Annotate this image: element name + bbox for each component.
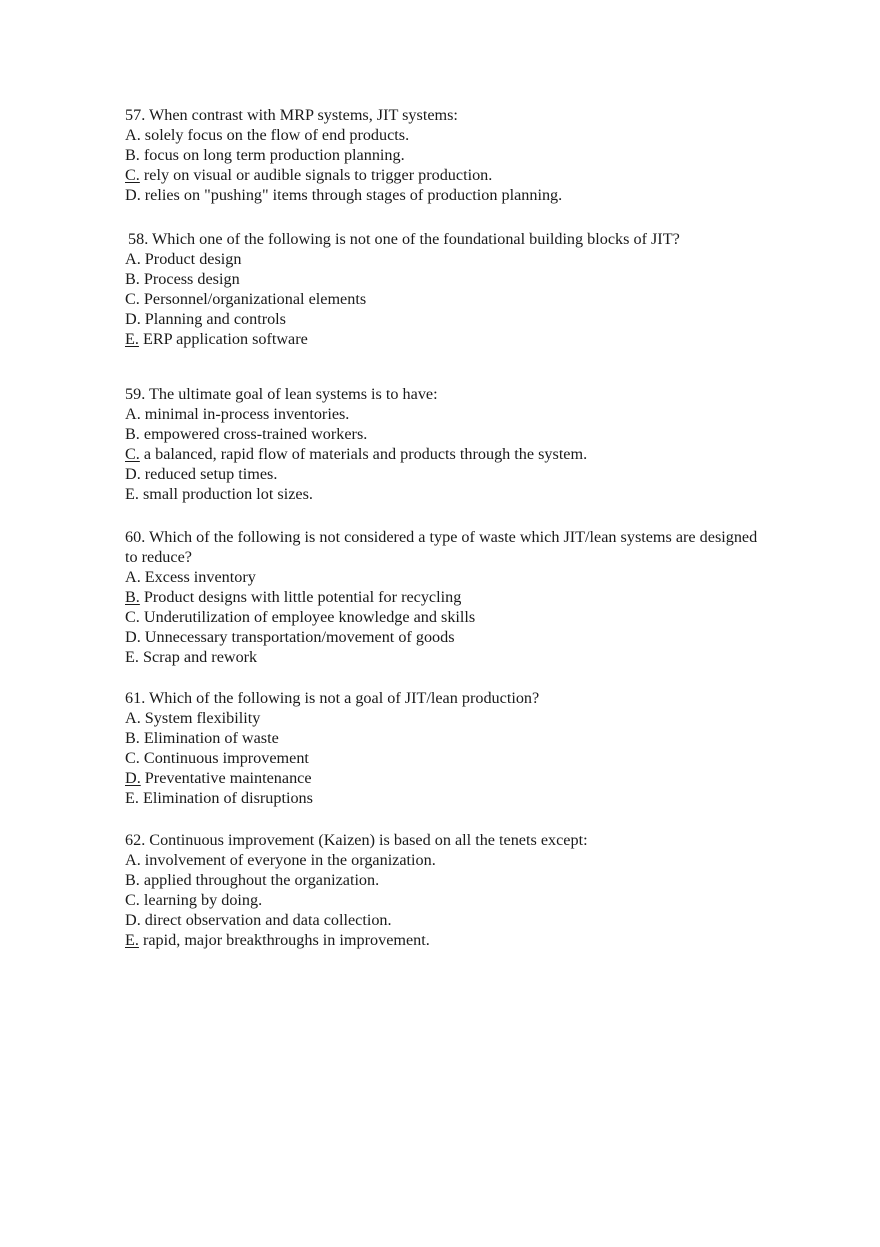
answer-option	[125, 125, 765, 145]
option-text: focus on long term production planning.	[143, 146, 405, 164]
option-letter: A.	[125, 126, 141, 144]
option-letter: B.	[125, 146, 140, 164]
answer-option	[125, 890, 765, 910]
question-stem: 57. When contrast with MRP systems, JIT systems:	[125, 106, 458, 124]
option-letter: E.	[125, 485, 139, 503]
option-letter-underlined: B.	[125, 588, 140, 606]
option-text: applied throughout the organization.	[143, 871, 380, 889]
option-letter: C.	[125, 891, 140, 909]
answer-option	[125, 309, 765, 329]
option-text: Continuous improvement	[143, 749, 309, 767]
answer-option	[125, 910, 765, 930]
option-text: relies on "pushing" items through stages of production planning.	[144, 186, 563, 204]
answer-option	[125, 269, 765, 289]
option-letter-underlined: D.	[125, 769, 141, 787]
option-text: direct observation and data collection.	[144, 911, 392, 929]
answer-option	[125, 464, 765, 484]
option-text: Planning and controls	[144, 310, 286, 328]
option-letter: A.	[125, 709, 141, 727]
option-text: Personnel/organizational elements	[143, 290, 367, 308]
question-61	[125, 688, 765, 808]
answer-option	[125, 748, 765, 768]
answer-option	[125, 708, 765, 728]
option-text: System flexibility	[144, 709, 261, 727]
answer-option	[125, 249, 765, 269]
option-text: ERP application software	[142, 330, 308, 348]
option-text: Scrap and rework	[142, 648, 258, 666]
answer-option	[125, 607, 765, 627]
option-text: rapid, major breakthroughs in improvement.	[142, 931, 430, 949]
answer-option-correct	[125, 444, 765, 464]
option-letter: D.	[125, 911, 141, 929]
answer-option	[125, 627, 765, 647]
answer-option	[125, 870, 765, 890]
option-text: Product design	[144, 250, 242, 268]
option-letter-underlined: C.	[125, 445, 140, 463]
option-text: involvement of everyone in the organization.	[144, 851, 436, 869]
option-text: Elimination of disruptions	[142, 789, 313, 807]
option-letter: E.	[125, 648, 139, 666]
option-text: empowered cross-trained workers.	[143, 425, 368, 443]
option-letter: C.	[125, 290, 140, 308]
option-letter: A.	[125, 405, 141, 423]
option-text: Preventative maintenance	[144, 769, 312, 787]
answer-option	[125, 647, 765, 667]
option-letter: B.	[125, 871, 140, 889]
answer-option-correct	[125, 329, 765, 349]
answer-option	[125, 788, 765, 808]
option-text: Elimination of waste	[143, 729, 279, 747]
question-58	[128, 229, 768, 249]
question-stem: 61. Which of the following is not a goal of JIT/lean production?	[125, 689, 540, 707]
option-text: Process design	[143, 270, 240, 288]
question-stem: 60. Which of the following is not considered a type of waste which JIT/lean systems are designed to reduce?	[125, 528, 758, 566]
option-text: reduced setup times.	[144, 465, 278, 483]
answer-option	[125, 850, 765, 870]
answer-option-correct	[125, 930, 765, 950]
question-62	[125, 830, 765, 950]
answer-option	[125, 289, 765, 309]
option-text: Underutilization of employee knowledge and skills	[143, 608, 476, 626]
option-text: Product designs with little potential for recycling	[143, 588, 462, 606]
option-letter: D.	[125, 310, 141, 328]
option-letter-underlined: E.	[125, 931, 139, 949]
option-letter: B.	[125, 270, 140, 288]
question-60	[125, 527, 765, 667]
question-58-options	[125, 249, 765, 349]
option-letter: B.	[125, 425, 140, 443]
option-text: Unnecessary transportation/movement of goods	[144, 628, 455, 646]
question-59	[125, 384, 765, 504]
answer-option	[125, 728, 765, 748]
answer-option-correct	[125, 768, 765, 788]
answer-option	[125, 145, 765, 165]
option-text: a balanced, rapid flow of materials and products through the system.	[143, 445, 588, 463]
option-letter: A.	[125, 851, 141, 869]
answer-option	[125, 484, 765, 504]
question-57	[125, 105, 765, 205]
option-text: minimal in-process inventories.	[144, 405, 350, 423]
question-stem: 59. The ultimate goal of lean systems is to have:	[125, 385, 438, 403]
option-text: Excess inventory	[144, 568, 256, 586]
question-stem: 58. Which one of the following is not one of the foundational building blocks of JIT?	[128, 230, 680, 248]
option-letter: C.	[125, 608, 140, 626]
option-letter-underlined: C.	[125, 166, 140, 184]
option-text: learning by doing.	[143, 891, 263, 909]
option-text: solely focus on the flow of end products.	[144, 126, 410, 144]
option-letter: A.	[125, 568, 141, 586]
option-letter: E.	[125, 789, 139, 807]
option-letter: D.	[125, 628, 141, 646]
answer-option-correct	[125, 165, 765, 185]
answer-option	[125, 424, 765, 444]
option-letter-underlined: E.	[125, 330, 139, 348]
option-letter: C.	[125, 749, 140, 767]
option-letter: D.	[125, 186, 141, 204]
answer-option-correct	[125, 587, 765, 607]
answer-option	[125, 567, 765, 587]
option-text: small production lot sizes.	[142, 485, 313, 503]
option-letter: A.	[125, 250, 141, 268]
option-text: rely on visual or audible signals to trigger production.	[143, 166, 493, 184]
option-letter: D.	[125, 465, 141, 483]
option-letter: B.	[125, 729, 140, 747]
answer-option	[125, 404, 765, 424]
question-stem: 62. Continuous improvement (Kaizen) is based on all the tenets except:	[125, 831, 588, 849]
answer-option	[125, 185, 765, 205]
